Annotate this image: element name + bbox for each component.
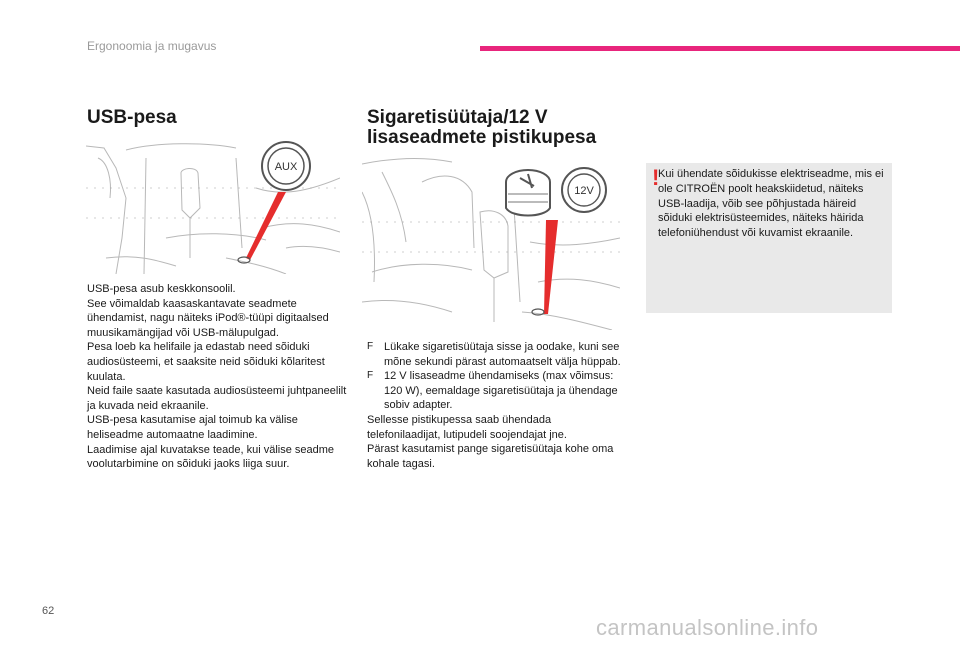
usb-line: Pesa loeb ka helifaile ja edastab need sõiduki audiosüsteemi, et saaksite neid sõiduki kõlaritest kuulata. bbox=[87, 341, 325, 383]
usb-description bbox=[87, 282, 347, 472]
usb-line: USB-pesa asub keskkonsoolil. bbox=[87, 283, 236, 295]
usb-line: USB-pesa kasutamise ajal toimub ka välise heliseadme automaatne laadimine. bbox=[87, 414, 298, 441]
cigarette-lighter-illustration bbox=[362, 152, 620, 330]
usb-section-title: USB-pesa bbox=[87, 107, 177, 128]
bullet-symbol: F bbox=[367, 370, 374, 382]
cigarette-paragraph: Pärast kasutamist pange sigaretisüütaja kohe oma kohale tagasi. bbox=[367, 443, 614, 470]
cigarette-section-title: Sigaretisüütaja/12 V lisaseadmete pistikupesa bbox=[367, 107, 597, 148]
12v-label: 12V bbox=[574, 185, 594, 197]
cigarette-description bbox=[367, 340, 627, 471]
bullet-symbol: F bbox=[367, 341, 374, 352]
warning-icon: ! bbox=[652, 165, 660, 190]
instruction-bullet bbox=[367, 369, 627, 413]
usb-line: Laadimise ajal kuvatakse teade, kui välise seadme voolutarbimine on sõiduki jaoks liiga suur. bbox=[87, 443, 335, 471]
header-accent-bar bbox=[480, 46, 960, 51]
warning-text: Kui ühendate sõidukisse elektriseadme, mis ei ole CITROËN poolt heakskiidetud, näiteks USB-laadija, võib see põhjustada häireid sõiduki elektrisüsteemides, näiteks häirida telefoniühendust või kuvamist ekraanile. bbox=[658, 168, 884, 240]
bullet-text: 12 V lisaseadme ühendamiseks (max võimsus: 120 W), eemaldage sigaretisüütaja ja ühendage sobiv adapter. bbox=[384, 370, 618, 412]
bullet-text: Lükake sigaretisüütaja sisse ja oodake, kuni see mõne sekundi pärast automaatselt välja hüppab. bbox=[384, 341, 621, 368]
warning-box bbox=[646, 163, 892, 313]
usb-line: See võimaldab kaasaskantavate seadmete ühendamist, nagu näiteks iPod®-tüüpi digitaalsed muusikamängijad või USB-mälupulgad. bbox=[87, 297, 329, 339]
usb-socket-illustration bbox=[86, 128, 340, 274]
watermark: carmanualsonline.info bbox=[596, 615, 819, 640]
section-title: Ergonoomia ja mugavus bbox=[87, 39, 217, 53]
page-number: 62 bbox=[42, 605, 55, 617]
usb-line: Neid faile saate kasutada audiosüsteemi juhtpaneelilt ja kuvada neid ekraanile. bbox=[87, 385, 347, 412]
instruction-bullet bbox=[367, 340, 627, 369]
aux-label: AUX bbox=[274, 161, 298, 173]
cigarette-paragraph: Sellesse pistikupessa saab ühendada telefonilaadijat, lutipudeli soojendajat jne. bbox=[367, 413, 567, 441]
